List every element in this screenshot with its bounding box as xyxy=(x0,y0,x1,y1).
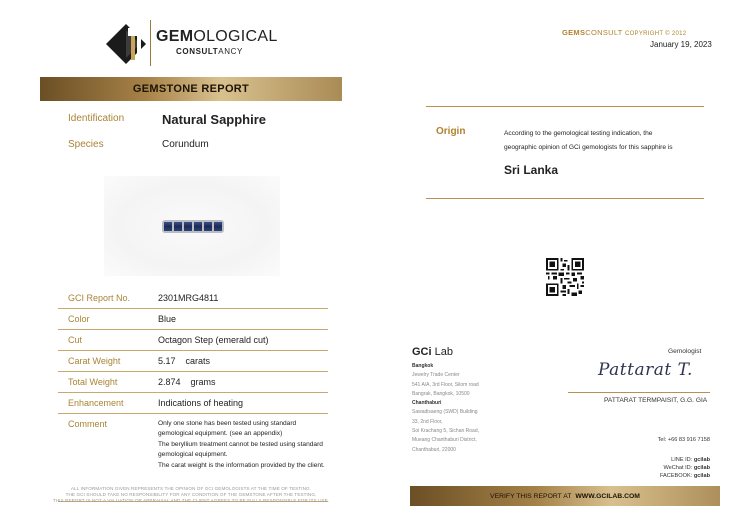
detail-label: Total Weight xyxy=(68,377,118,387)
wechat-id: WeChat ID: gcilab xyxy=(663,465,710,471)
line-id: LINE ID: gcilab xyxy=(671,457,710,463)
detail-value: Octagon Step (emerald cut) xyxy=(158,335,269,345)
gem-details-table xyxy=(58,288,328,502)
report-title-banner xyxy=(40,77,342,101)
detail-value: 2301MRG4811 xyxy=(158,293,219,303)
qr-code-icon[interactable] xyxy=(546,258,584,296)
detail-value: 5.17 carats xyxy=(158,356,211,366)
identification-value: Natural Sapphire xyxy=(162,112,267,127)
detail-value: Indications of heating xyxy=(158,398,244,408)
brand-name: GEMOLOGICAL xyxy=(156,28,278,45)
comment-text: Only one stone has been tested using standard gemological equipment. (see an appendix) The beryllium treatment cannot be tested using standard gemological equipment. The carat weight is the information provided by the client. xyxy=(158,420,325,469)
gemologist-role: Gemologist xyxy=(668,348,702,355)
copyright-line: GEMSCONSULT COPYRIGHT © 2012 xyxy=(562,28,687,37)
verify-link[interactable]: WWW.GCILAB.COM xyxy=(575,492,640,500)
species-value: Corundum xyxy=(162,139,209,150)
detail-unit: carats xyxy=(185,356,211,366)
species-label: Species xyxy=(68,139,104,150)
lab-name: GCi Lab xyxy=(412,346,453,358)
detail-label: Enhancement xyxy=(68,398,124,408)
detail-row-cut xyxy=(58,330,328,351)
phone-number: Tel: +66 83 916 7158 xyxy=(657,437,710,443)
gemologist-signature: Pattarat T. xyxy=(598,360,693,380)
lab-address: Bangkok Jewelry Trade Center 541 A/A, 3rd Floor, Silom road Bangrak, Bangkok, 10500 Chanthaburi Sawadisaeng (SWD) Building 33, 2nd Floor, Soi Krachang 5, Sichan Road, Mueang Chanthaburi District, Chanthaburi, 22000 xyxy=(412,363,479,453)
report-date: January 19, 2023 xyxy=(650,40,712,49)
verify-banner xyxy=(410,486,720,506)
sapphire-bracelet-image xyxy=(104,176,280,276)
detail-row-total-weight xyxy=(58,372,328,393)
detail-row-carat-weight xyxy=(58,351,328,372)
origin-value: Sri Lanka xyxy=(504,163,559,177)
detail-label: Color xyxy=(68,314,90,324)
gemologist-name: PATTARAT TERMPAISIT, G.G. GIA xyxy=(604,397,708,404)
comment-label: Comment xyxy=(68,419,108,429)
detail-unit: grams xyxy=(190,377,216,387)
facebook-id: FACEBOOK: gcilab xyxy=(659,473,710,479)
report-title: GEMSTONE REPORT xyxy=(132,83,250,95)
detail-row-enhancement xyxy=(58,393,328,414)
detail-label: GCI Report No. xyxy=(68,293,131,303)
detail-value: Blue xyxy=(158,314,177,324)
signature-line xyxy=(568,392,710,393)
origin-statement: According to the gemological testing indication, the geographic opinion of GCi gemologists for this sapphire is xyxy=(504,130,673,151)
detail-value: 2.874 grams xyxy=(158,377,216,387)
origin-rule-bottom xyxy=(426,198,704,199)
origin-rule-top xyxy=(426,106,704,107)
detail-label: Carat Weight xyxy=(68,356,121,366)
logo-divider xyxy=(150,20,151,66)
brand-subname: CONSULTANCY xyxy=(176,47,243,56)
detail-label: Cut xyxy=(68,335,83,345)
identification-label: Identification xyxy=(68,113,125,124)
detail-row-report-no xyxy=(58,288,328,309)
gemstone-photo xyxy=(104,176,280,276)
origin-label: Origin xyxy=(436,126,466,137)
detail-row-color xyxy=(58,309,328,330)
contact-info xyxy=(600,436,710,480)
verify-text: VERIFY THIS REPORT AT xyxy=(490,492,572,500)
disclaimer: ALL INFORMATION GIVEN REPRESENTS THE OPINION OF GCI GEMOLOGISTS AT THE TIME OF TESTING. THE GCI SHOULD TAKE NO RESPONSIBILITY FOR ANY CONDITION OF THE GEMSTONE AFTER THE TESTING. THIS REPORT IS NOT A VALUATION OR APPRAISAL AND THE CLIENT AGREES TO BE FULLY RESPONSIBLE FOR ITS USE. xyxy=(52,486,330,503)
gem-logo-icon xyxy=(104,22,148,66)
